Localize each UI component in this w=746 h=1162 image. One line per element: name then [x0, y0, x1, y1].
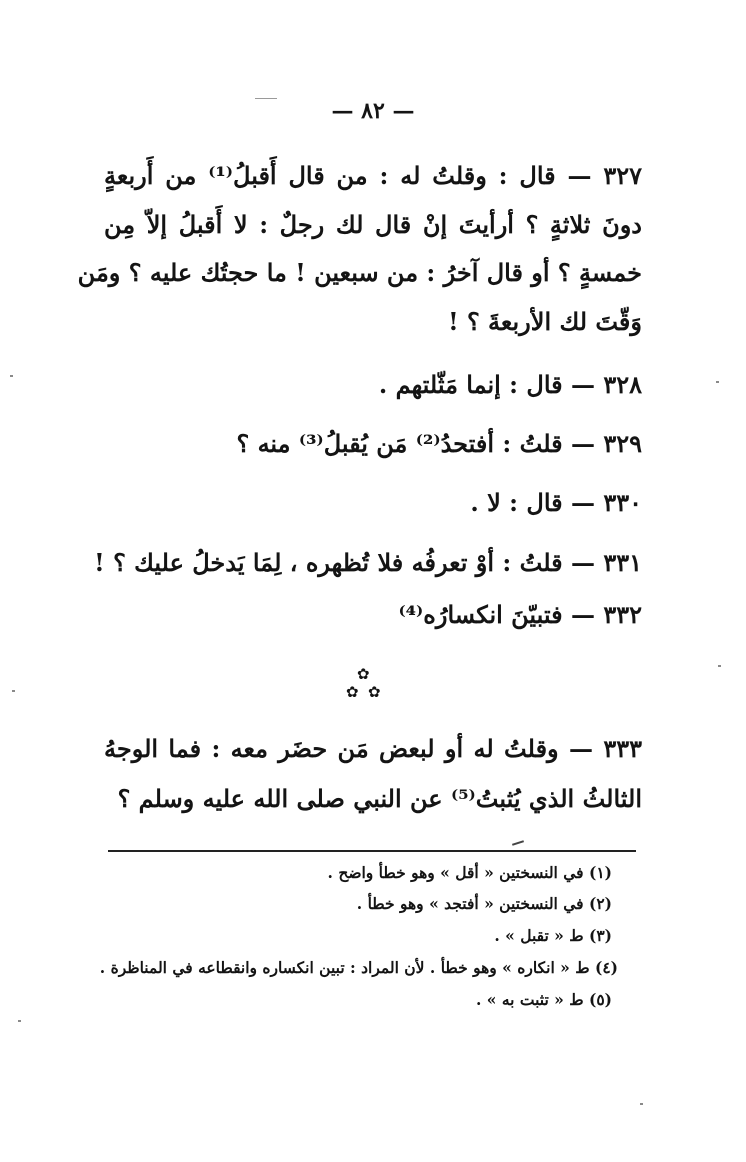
text-line: ٣٢٩ — قلتُ : أفتحدُ⁽²⁾ مَن يُقبلُ⁽³⁾ منه ؟	[236, 429, 642, 458]
footnote: (٤) ط « انكاره » وهو خطأ . لأن المراد : تبين انكساره وانقطاعه في المناظرة .	[99, 958, 618, 977]
section-separator	[344, 667, 384, 707]
scan-speck	[718, 665, 721, 667]
star-ornament-icon: ✿	[368, 683, 381, 701]
text-line: ٣٣١ — قلتُ : أوْ تعرفُه فلا تُظهره ، لِمَا يَدخلُ عليك ؟ !	[94, 548, 642, 577]
text-line: ٣٣٣ — وقلتُ له أو لبعض مَن حضَر معه : فما الوجهُ	[104, 734, 642, 763]
text-line: ٣٣٠ — قال : لا .	[470, 488, 642, 517]
scan-mark	[512, 840, 524, 846]
text-line: الثالثُ الذي يُثبتُ⁽⁵⁾ عن النبي صلى الله عليه وسلم ؟	[117, 784, 642, 813]
scan-speck	[10, 375, 13, 377]
star-ornament-icon: ✿	[346, 683, 359, 701]
text-line: وَقّتَ لك الأربعةَ ؟ !	[448, 307, 642, 336]
star-ornament-icon: ✿	[357, 665, 370, 683]
text-line: ٣٣٢ — فتبيّنَ انكسارُه⁽⁴⁾	[398, 600, 642, 629]
scan-speck	[640, 1103, 643, 1105]
text-line: ٣٢٨ — قال : إنما مَثّلتهم .	[378, 370, 642, 399]
footnote: (٣) ط « تقبل » .	[494, 926, 612, 945]
text-line: خمسةٍ ؟ أو قال آخرُ : من سبعين ! ما حجتُك عليه ؟ ومَن	[77, 258, 642, 287]
scan-speck	[12, 690, 15, 692]
text-line: دونَ ثلاثةٍ ؟ أرأيتَ إنْ قال لك رجلٌ : لا أَقبلُ إلاّ مِن	[104, 210, 642, 239]
page-number: — ٨٢ —	[331, 98, 415, 124]
text-line: ٣٢٧ — قال : وقلتُ له : من قال أَقبلُ⁽¹⁾ من أَربعةٍ	[104, 161, 642, 190]
footnote: (٥) ط « تثبت به » .	[475, 990, 612, 1009]
scan-speck	[18, 1020, 21, 1022]
footnote: (١) في النسختين « أقل » وهو خطأ واضح .	[327, 863, 612, 882]
footnote-divider	[108, 850, 636, 852]
scan-speck	[716, 381, 719, 383]
footnote: (٢) في النسختين « أفتجد » وهو خطأ .	[356, 894, 612, 913]
